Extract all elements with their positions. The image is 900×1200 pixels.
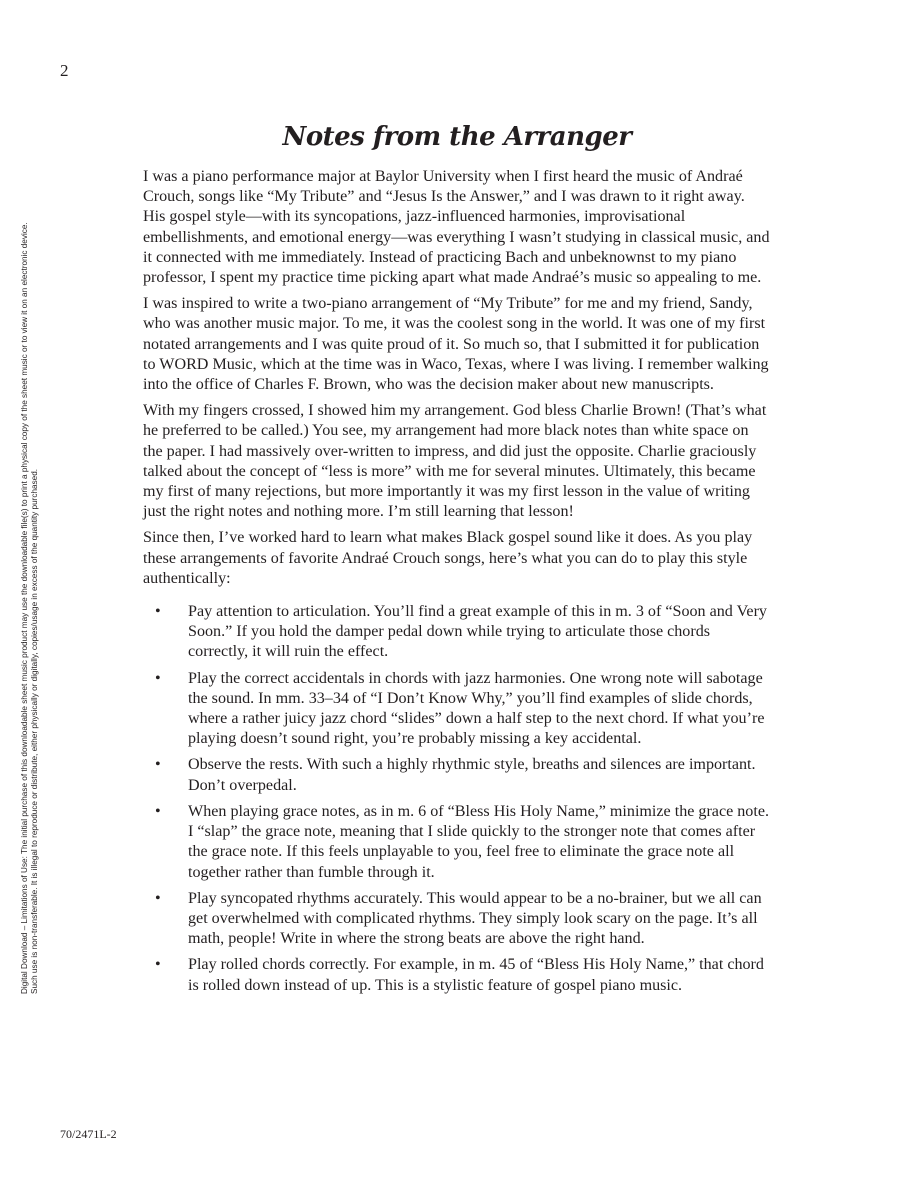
bullet-marker: •	[155, 956, 161, 974]
list-item	[143, 669, 771, 750]
catalog-code: 70/2471L-2	[60, 1127, 117, 1141]
list-item	[143, 889, 771, 950]
paragraph: I was inspired to write a two-piano arrangement of “My Tribute” for me and my friend, Sandy, who was another music major. To me, it was the coolest song in the world. It was one of my first notated arrangements and I was quite proud of it. So much so, that I submitted it for publication to WORD Music, which at the time was in Waco, Texas, where I was living. I remember walking into the office of Charles F. Brown, who was the decision maker about new manuscripts.	[143, 295, 769, 394]
list-item	[143, 955, 771, 995]
paragraph: Since then, I’ve worked hard to learn what makes Black gospel sound like it does. As you play these arrangements of favorite Andraé Crouch songs, here’s what you can do to play this style authentically:	[143, 529, 753, 587]
bullet-marker: •	[155, 603, 161, 621]
bullet-marker: •	[155, 889, 161, 907]
bullet-marker: •	[155, 756, 161, 774]
usage-notice-line-1: Digital Download – Limitations of Use: The initial purchase of this downloadable sheet music product may use the downloadable file(s) to print a physical copy of the sheet music or to view it on an electronic device.	[20, 222, 29, 994]
article-body	[143, 167, 771, 1002]
list-item-text: Play rolled chords correctly. For example, in m. 45 of “Bless His Holy Name,” that chord is rolled down instead of up. This is a stylistic feature of gospel piano music.	[188, 956, 764, 994]
download-usage-notice	[20, 194, 39, 994]
page-title: Notes from the Arranger	[282, 122, 632, 152]
list-item-text: Play the correct accidentals in chords with jazz harmonies. One wrong note will sabotage the sound. In mm. 33–34 of “I Don’t Know Why,” you’ll find examples of slide chords, where a rather juicy jazz chord “slides” down a half step to the next chord. If what you’re playing doesn’t sound right, you’re probably missing a key accidental.	[188, 669, 765, 748]
page-number: 2	[60, 61, 69, 80]
list-item-text: Play syncopated rhythms accurately. This would appear to be a no-brainer, but we all can get overwhelmed with complicated rhythms. They simply look scary on the page. It’s all math, people! Write in where the strong beats are above the right hand.	[188, 889, 762, 948]
paragraph: I was a piano performance major at Baylor University when I first heard the music of Andraé Crouch, songs like “My Tribute” and “Jesus Is the Answer,” and I was drawn to it right away. His gospel style—with its syncopations, jazz-influenced harmonies, improvisational embellishments, and emotional energy—was everything I wasn’t studying in classical music, and it connected with me immediately. Instead of practicing Bach and unbeknownst to my piano professor, I spent my practice time picking apart what made Andraé’s music so appealing to me.	[143, 168, 770, 287]
list-item-text: When playing grace notes, as in m. 6 of “Bless His Holy Name,” minimize the grace note. I “slap” the grace note, meaning that I slide quickly to the stronger note that comes after the grace note. If this feels unplayable to you, feel free to eliminate the grace note all together rather than fumble through it.	[188, 802, 769, 881]
list-item-text: Pay attention to articulation. You’ll find a great example of this in m. 3 of “Soon and Very Soon.” If you hold the damper pedal down while trying to articulate those chords correctly, it will ruin the effect.	[188, 603, 767, 661]
list-item	[143, 602, 771, 663]
tips-list	[143, 602, 771, 996]
list-item-text: Observe the rests. With such a highly rhythmic style, breaths and silences are important. Don’t overpedal.	[188, 756, 756, 794]
list-item	[143, 802, 771, 883]
bullet-marker: •	[155, 669, 161, 687]
usage-notice-line-2: Such use is non-transferable. It is illegal to reproduce or distribute, either physically or digitally, copies/usage in excess of the quantity purchased.	[29, 468, 39, 994]
paragraph: With my fingers crossed, I showed him my arrangement. God bless Charlie Brown! (That’s what he preferred to be called.) You see, my arrangement had more black notes than white space on the paper. I had massively over-written to impress, and did just the opposite. Charlie graciously talked about the concept of “less is more” with me for several minutes. Ultimately, this became my first of many rejections, but more importantly it was my first lesson in the value of writing just the right notes and nothing more. I’m still learning that lesson!	[143, 402, 767, 521]
list-item	[143, 755, 771, 795]
bullet-marker: •	[155, 802, 161, 820]
